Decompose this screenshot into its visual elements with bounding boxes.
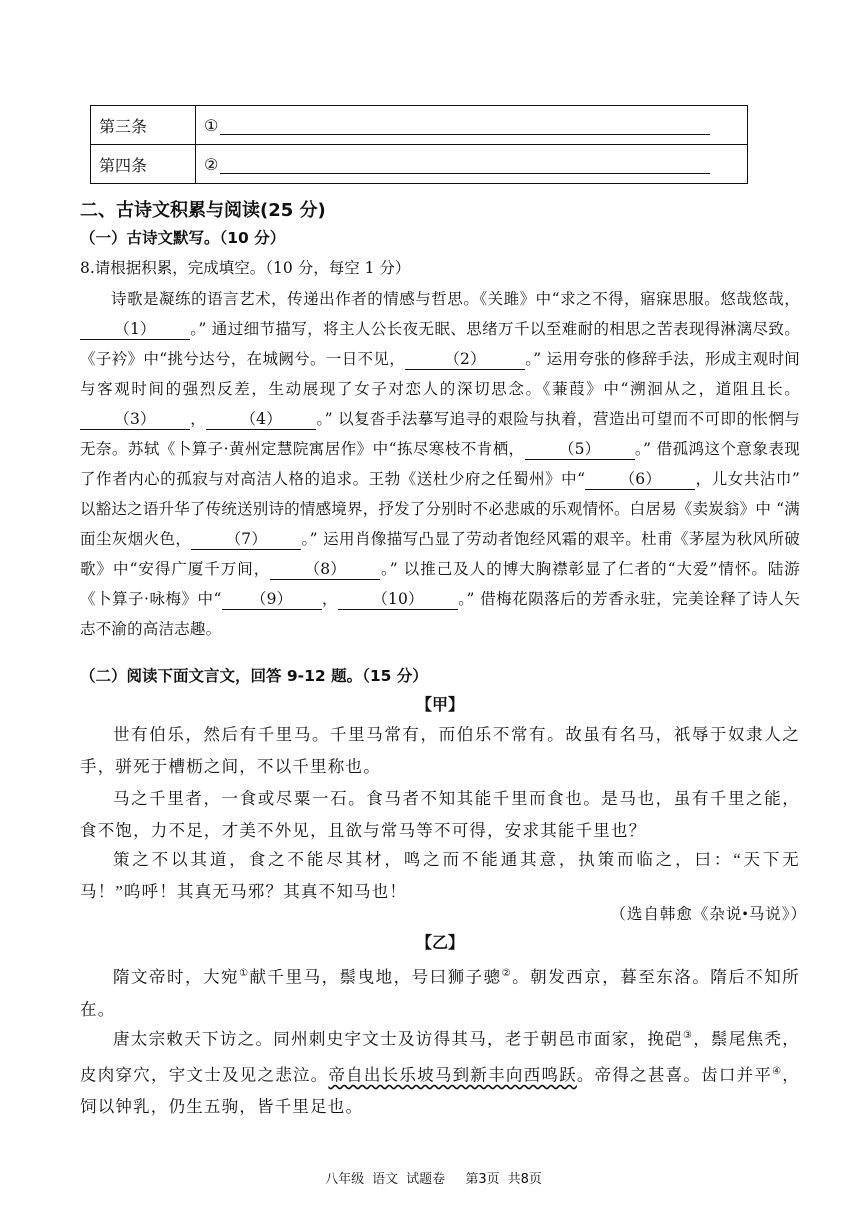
jia-source: （选自韩愈《杂说•马说》）	[610, 906, 807, 923]
blank-1[interactable]: （1）	[80, 319, 190, 340]
table-row	[91, 106, 748, 145]
text-yi-label: 【乙】	[415, 933, 464, 952]
answer-line	[220, 155, 710, 174]
blank-2[interactable]: （2）	[405, 349, 525, 370]
row-label: 第四条	[91, 145, 196, 184]
section-title: 二、古诗文积累与阅读(25 分)	[80, 200, 326, 221]
part1-title: （一）古诗文默写。（10 分）	[80, 229, 286, 247]
text-jia-label: 【甲】	[415, 695, 464, 714]
yi-para-1: 隋文帝时，大宛①献千里马，鬃曳地，号曰狮子骢②。朝发西京，暮至东洛。隋后不知所在。	[80, 967, 800, 1019]
jia-para-1: 世有伯乐，然后有千里马。千里马常有，而伯乐不常有。故虽有名马，祇辱于奴隶人之手，骈死于槽枥之间，不以千里称也。	[80, 725, 800, 776]
circle-number: ②	[204, 154, 219, 174]
blank-3[interactable]: （3）	[80, 409, 190, 430]
question-8: 8.请根据积累，完成填空。（10 分，每空 1 分）	[80, 259, 411, 277]
row-label: 第三条	[91, 106, 196, 145]
blank-4[interactable]: （4）	[206, 409, 316, 430]
blank-5[interactable]: （5）	[525, 439, 635, 460]
blank-9[interactable]: （9）	[222, 589, 322, 610]
jia-para-3: 策之不以其道，食之不能尽其材，鸣之而不能通其意，执策而临之，曰：“天下无马！”呜呼！其真无马邪？其真不知马也！	[80, 850, 800, 901]
blank-7[interactable]: （7）	[191, 529, 301, 550]
answer-cell[interactable]	[196, 106, 748, 145]
page-footer: 八年级 语文 试题卷 第3页 共8页	[325, 1172, 542, 1187]
blank-10[interactable]: （10）	[338, 589, 458, 610]
part2-title: （二）阅读下面文言文，回答 9-12 题。（15 分）	[80, 667, 428, 685]
wavy-underlined-sentence: 帝自出长乐坡马到新丰向西鸣跃	[328, 1065, 577, 1084]
answer-table	[90, 105, 748, 184]
jia-para-2: 马之千里者，一食或尽粟一石。食马者不知其能千里而食也。是马也，虽有千里之能，食不饱，力不足，才美不外见，且欲与常马等不可得，安求其能千里也？	[80, 789, 800, 840]
table-row	[91, 145, 748, 184]
poetry-passage: 诗歌是凝练的语言艺术，传递出作者的情感与哲思。《关雎》中“求之不得，寤寐思服。悠哉悠哉，（1） 。” 通过细节描写，将主人公长夜无眠、思绪万千以至难耐的相思之苦表现得淋漓尽致。《子衿》中“挑兮达兮，在城阙兮。一日不见， （2） 。” 运用夸张的修辞手法，形成主观时间与客观时间的强烈反差，生动展现了女子对恋人的深切思念。《蒹葭》中“溯洄从之，道阻且长。（3） ， （4） 。” 以复沓手法摹写追寻的艰险与执着，营造出可望而不可即的怅惘与无奈。苏轼《卜算子·黄州定慧院寓居作》中“拣尽寒枝不肯栖， （5） 。” 借孤鸿这个意象表现了作者内心的孤寂与对高洁人格的追求。王勃《送杜少府之任蜀州》中“ （6） ，儿女共沾巾” 以豁达之语升华了传统送别诗的情感境界，抒发了分别时不必悲戚的乐观情怀。白居易《卖炭翁》中 “满面尘灰烟火色， （7） 。” 运用肖像描写凸显了劳动者饱经风霜的艰辛。杜甫《茅屋为秋风所破歌》中“安得广厦千万间， （8） 。” 以推己及人的博大胸襟彰显了仁者的“大爱”情怀。陆游《卜算子·咏梅》中“ （9） ， （10） 。” 借梅花陨落后的芳香永驻，完美诠释了诗人矢志不渝的高洁志趣。	[80, 290, 801, 638]
blank-8[interactable]: （8）	[270, 559, 380, 580]
circle-number: ①	[204, 115, 219, 135]
answer-line	[220, 116, 710, 135]
answer-cell[interactable]	[196, 145, 748, 184]
blank-6[interactable]: （6）	[585, 469, 695, 490]
yi-para-2: 唐太宗敕天下访之。同州刺史宇文士及访得其马，老于朝邑市面家，挽硙③，鬃尾焦秃，皮肉穿穴，宇文士及见之悲泣。帝自出长乐坡马到新丰向西鸣跃。帝得之甚喜。齿口并平④，饲以钟乳，仍生五驹，皆千里足也。	[80, 1029, 800, 1116]
